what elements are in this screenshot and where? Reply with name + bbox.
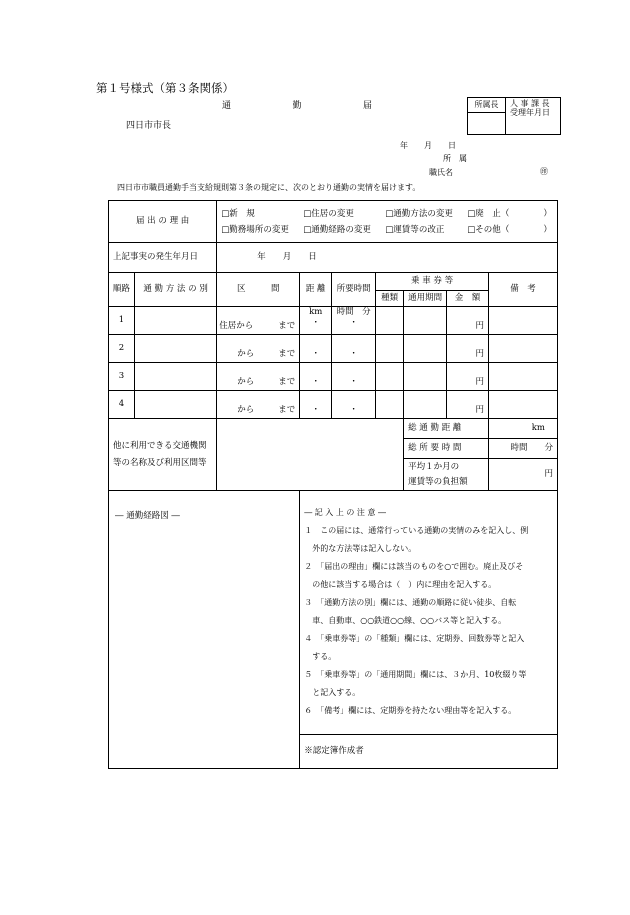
section-to: まで <box>278 405 296 415</box>
reason-method-change-checkbox[interactable]: □通勤方法の変更 <box>385 208 453 219</box>
time-cell[interactable] <box>332 335 376 363</box>
document-title <box>222 98 372 111</box>
notes-list <box>304 504 553 720</box>
reason-fare-revision-checkbox[interactable]: □運賃等の改正 <box>385 224 445 235</box>
row-number: 4 <box>109 391 135 419</box>
time-dot: ・ <box>349 349 358 359</box>
header-order: 順路 <box>109 273 135 307</box>
section-cell[interactable] <box>217 363 300 391</box>
stamp-label-section-chief: 所属長 <box>468 98 506 113</box>
ticket-amount-cell[interactable] <box>447 363 489 391</box>
occurrence-date-label-text: 上記事実の発生年月日 <box>113 252 199 262</box>
certifier-label: ※認定簿作成者 <box>304 746 364 756</box>
ticket-type-cell[interactable] <box>376 363 404 391</box>
occurrence-date-label <box>109 243 217 273</box>
total-distance-label: 総 通 勤 距 離 <box>404 419 489 439</box>
table-row <box>109 363 558 391</box>
header-ticket-amount: 金 額 <box>447 291 489 307</box>
section-to: まで <box>278 377 296 387</box>
ticket-amount-cell[interactable] <box>447 307 489 335</box>
header-section: 区 間 <box>217 273 300 307</box>
total-distance-unit: km <box>531 423 545 433</box>
affiliation-label: 所 属 <box>443 154 467 163</box>
avg-fare-value[interactable] <box>489 459 558 491</box>
note-line: ２ 「届出の理由」欄には該当のものを○で囲む。廃止及びそ <box>304 562 524 571</box>
stamp-hr-chief-cell <box>506 98 561 135</box>
method-cell[interactable] <box>134 307 216 335</box>
other-transport-input[interactable] <box>217 419 404 491</box>
time-dot: ・ <box>349 318 358 328</box>
other-transport-label-1: 他に利用できる交通機関 <box>113 440 207 451</box>
note-line: １ この届には、通常行っている通勤の実情のみを記入し、例 <box>304 526 529 535</box>
ticket-period-cell[interactable] <box>404 391 447 419</box>
occurrence-date-value[interactable]: 年 月 日 <box>217 243 558 273</box>
section-cell[interactable] <box>217 391 300 419</box>
row-number: 2 <box>109 335 135 363</box>
avg-fare-unit: 円 <box>544 469 553 479</box>
remarks-cell[interactable] <box>489 363 558 391</box>
reason-new-checkbox[interactable]: □新 規 <box>221 208 255 219</box>
time-cell[interactable] <box>332 307 376 335</box>
remarks-cell[interactable] <box>489 335 558 363</box>
notes-section <box>300 491 558 735</box>
section-from: 住居から <box>219 321 254 331</box>
table-row <box>109 335 558 363</box>
section-to: まで <box>278 349 296 359</box>
stamp-cell-section-chief <box>468 113 506 135</box>
avg-fare-label-2: 運賃等の負担額 <box>408 476 468 487</box>
distance-cell[interactable] <box>300 307 332 335</box>
total-time-value[interactable] <box>489 439 558 459</box>
header-distance: 距 離 <box>300 273 332 307</box>
route-map-area[interactable] <box>109 491 300 769</box>
ticket-amount-cell[interactable] <box>447 335 489 363</box>
approval-stamp-box <box>467 97 561 135</box>
title-char-3: 届 <box>362 101 372 111</box>
ticket-type-cell[interactable] <box>376 307 404 335</box>
section-from: から <box>237 405 255 415</box>
avg-fare-label-1: 平均１か月の <box>408 461 460 472</box>
addressee: 四日市市長 <box>126 121 172 131</box>
submission-date: 年 月 日 <box>400 141 456 150</box>
distance-cell[interactable] <box>300 391 332 419</box>
reason-workplace-change-checkbox[interactable]: □勤務場所の変更 <box>221 224 289 235</box>
time-cell[interactable] <box>332 363 376 391</box>
method-cell[interactable] <box>134 363 216 391</box>
method-cell[interactable] <box>134 391 216 419</box>
stamp-label-hr-chief: 人 事 課 長 <box>510 99 550 108</box>
header-ticket: 乗 車 券 等 <box>376 273 489 291</box>
note-line: ３ 「通勤方法の別」欄には、通勤の順路に従い徒歩、自転 <box>304 598 517 607</box>
title-char-2: 勤 <box>292 101 302 111</box>
other-transport-label <box>109 419 217 491</box>
form-number: 第１号様式（第３条関係） <box>96 81 234 95</box>
time-dot: ・ <box>349 377 358 387</box>
table-row <box>109 391 558 419</box>
reason-route-change-checkbox[interactable]: □通勤経路の変更 <box>303 224 371 235</box>
remarks-cell[interactable] <box>489 391 558 419</box>
row-number: 1 <box>109 307 135 335</box>
time-unit: 時間 分 <box>336 307 371 317</box>
table-row <box>109 307 558 335</box>
note-line: の他に該当する場合は（ ）内に理由を記入する。 <box>304 580 497 589</box>
reason-address-change-checkbox[interactable]: □住居の変更 <box>303 208 354 219</box>
distance-dot: ・ <box>311 349 320 359</box>
yen-unit: 円 <box>475 405 484 415</box>
certifier-cell[interactable] <box>300 735 558 769</box>
route-map-label: ― 通勤経路図 ― <box>115 511 180 521</box>
method-cell[interactable] <box>134 335 216 363</box>
ticket-amount-cell[interactable] <box>447 391 489 419</box>
avg-fare-label <box>404 459 489 491</box>
header-method: 通 勤 方 法 の 別 <box>134 273 216 307</box>
total-time-label: 総 所 要 時 間 <box>404 439 489 459</box>
note-line: 外的な方法等は記入しない。 <box>304 544 417 553</box>
notes-title: ― 記 入 上 の 注 意 ― <box>304 508 387 517</box>
header-ticket-type: 種類 <box>376 291 404 307</box>
distance-dot: ・ <box>311 318 320 328</box>
reason-options <box>217 201 558 243</box>
yen-unit: 円 <box>475 321 484 331</box>
reason-other-checkbox[interactable]: □その他（ ） <box>467 224 552 235</box>
ticket-type-cell[interactable] <box>376 335 404 363</box>
section-cell[interactable] <box>217 335 300 363</box>
header-ticket-period: 通用期間 <box>404 291 447 307</box>
time-dot: ・ <box>349 405 358 415</box>
name-label: 職氏名 <box>429 168 453 177</box>
remarks-cell[interactable] <box>489 307 558 335</box>
other-transport-label-2: 等の名称及び利用区間等 <box>113 457 207 468</box>
distance-unit: km <box>309 307 323 317</box>
distance-cell[interactable] <box>300 335 332 363</box>
note-line: ４ 「乗車券等」の「種類」欄には、定期券、回数券等と記入 <box>304 634 525 643</box>
ticket-period-cell[interactable] <box>404 363 447 391</box>
section-from: から <box>237 377 255 387</box>
header-time: 所要時間 <box>332 273 376 307</box>
section-from: から <box>237 349 255 359</box>
note-line: 車、自動車、○○鉄道○○線、○○バス等と記入する。 <box>304 616 507 625</box>
seal-mark: ㊞ <box>540 167 548 176</box>
distance-cell[interactable] <box>300 363 332 391</box>
stamp-label-received-date: 受理年月日 <box>510 107 550 117</box>
ticket-type-cell[interactable] <box>376 391 404 419</box>
total-time-unit: 時間 分 <box>510 443 553 453</box>
distance-dot: ・ <box>311 377 320 387</box>
total-distance-value[interactable] <box>489 419 558 439</box>
note-line: と記入する。 <box>304 688 361 697</box>
yen-unit: 円 <box>475 349 484 359</box>
section-cell[interactable] <box>217 307 300 335</box>
note-line: ６ 「備考」欄には、定期券を持たない理由等を記入する。 <box>304 706 517 715</box>
title-char-1: 通 <box>222 101 232 111</box>
row-number: 3 <box>109 363 135 391</box>
ticket-period-cell[interactable] <box>404 307 447 335</box>
reason-abolish-checkbox[interactable]: □廃 止（ ） <box>467 208 552 219</box>
ticket-period-cell[interactable] <box>404 335 447 363</box>
reason-label: 届 出 の 理 由 <box>109 201 217 243</box>
note-line: する。 <box>304 652 337 661</box>
time-cell[interactable] <box>332 391 376 419</box>
declaration-text: 四日市市職員通勤手当支給規則第３条の規定に、次のとおり通勤の実情を届けます。 <box>117 183 421 192</box>
commute-form-table <box>108 200 558 769</box>
header-remarks: 備 考 <box>489 273 558 307</box>
note-line: ５ 「乗車券等」の「通用期間」欄には、３か月、10枚綴り等 <box>304 670 527 679</box>
section-to: まで <box>278 321 296 331</box>
distance-dot: ・ <box>311 405 320 415</box>
yen-unit: 円 <box>475 377 484 387</box>
